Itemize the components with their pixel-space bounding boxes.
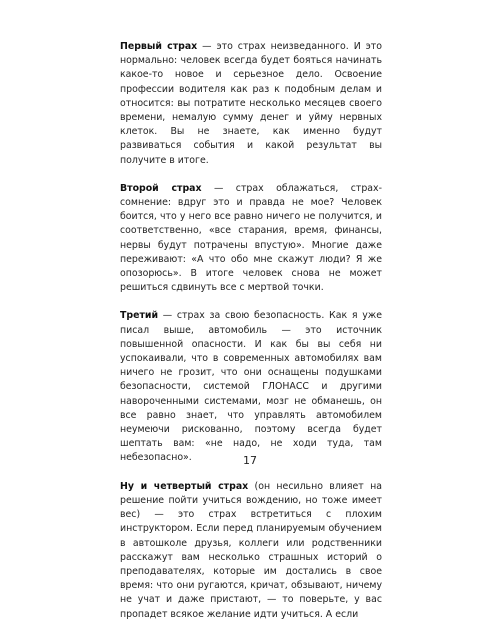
text-second-fear: — страх облажаться, страх-сомнение: вдруг это и правда не мое? Человек боится, что у него все равно ничего не получится, и соответственно, «все старания, время, финансы, нервы будут потрачены впустую». Многие даже переживают: «А что обо мне скажут люди? Я же опозорюсь». В итоге человек снова не может решиться сдвинуть все с мертвой точки. [120, 182, 382, 294]
paragraph-first-fear [120, 40, 382, 168]
paragraph-second-fear [120, 182, 382, 296]
text-third-fear: — страх за свою безопасность. Как я уже писал выше, автомобиль — это источник повышенной опасности. И как бы вы себя ни успокаивали, что в современных автомобилях вам ничего не грозит, что они оснащены подушками безопасности, системой ГЛОНАСС и другими навороченными системами, мозг не обманешь, он все равно знает, что управлять автомобилем неумеючи рискованно, поэтому всегда будет шептать вам: «не надо, не ходи туда, там небезопасно». [120, 310, 382, 464]
lead-third-fear: Третий [120, 310, 159, 322]
paragraph-fourth-fear [120, 480, 382, 622]
body-text [120, 40, 382, 636]
page-number: 17 [243, 454, 257, 467]
lead-second-fear: Второй страх [120, 182, 202, 194]
text-first-fear: — это страх неизведанного. И это нормально: человек всегда будет бояться начинать какое-то новое и серьезное дело. Освоение профессии водителя как раз к подобным делам и относится: вы потратите несколько месяцев своего времени, немалую сумму денег и уйму нервных клеток. Вы не знаете, как именно будут развиваться события и какой результат вы получите в итоге. [120, 41, 383, 166]
lead-fourth-fear: Ну и четвертый страх [120, 480, 249, 492]
paragraph-third-fear [120, 309, 382, 465]
lead-first-fear: Первый страх [120, 41, 198, 52]
text-fourth-fear: (он несильно влияет на решение пойти учиться вождению, но тоже имеет вес) — это страх встретиться с плохим инструктором. Если перед планируемым обучением в автошколе друзья, коллеги или родственники расскажут вам несколько страшных историй о преподавателях, которые им достались в свое время: что они ругаются, кричат, обзывают, ничему не учат и даже пристают, — то поверьте, у вас пропадет всякое желание идти учиться. А если [120, 480, 382, 620]
